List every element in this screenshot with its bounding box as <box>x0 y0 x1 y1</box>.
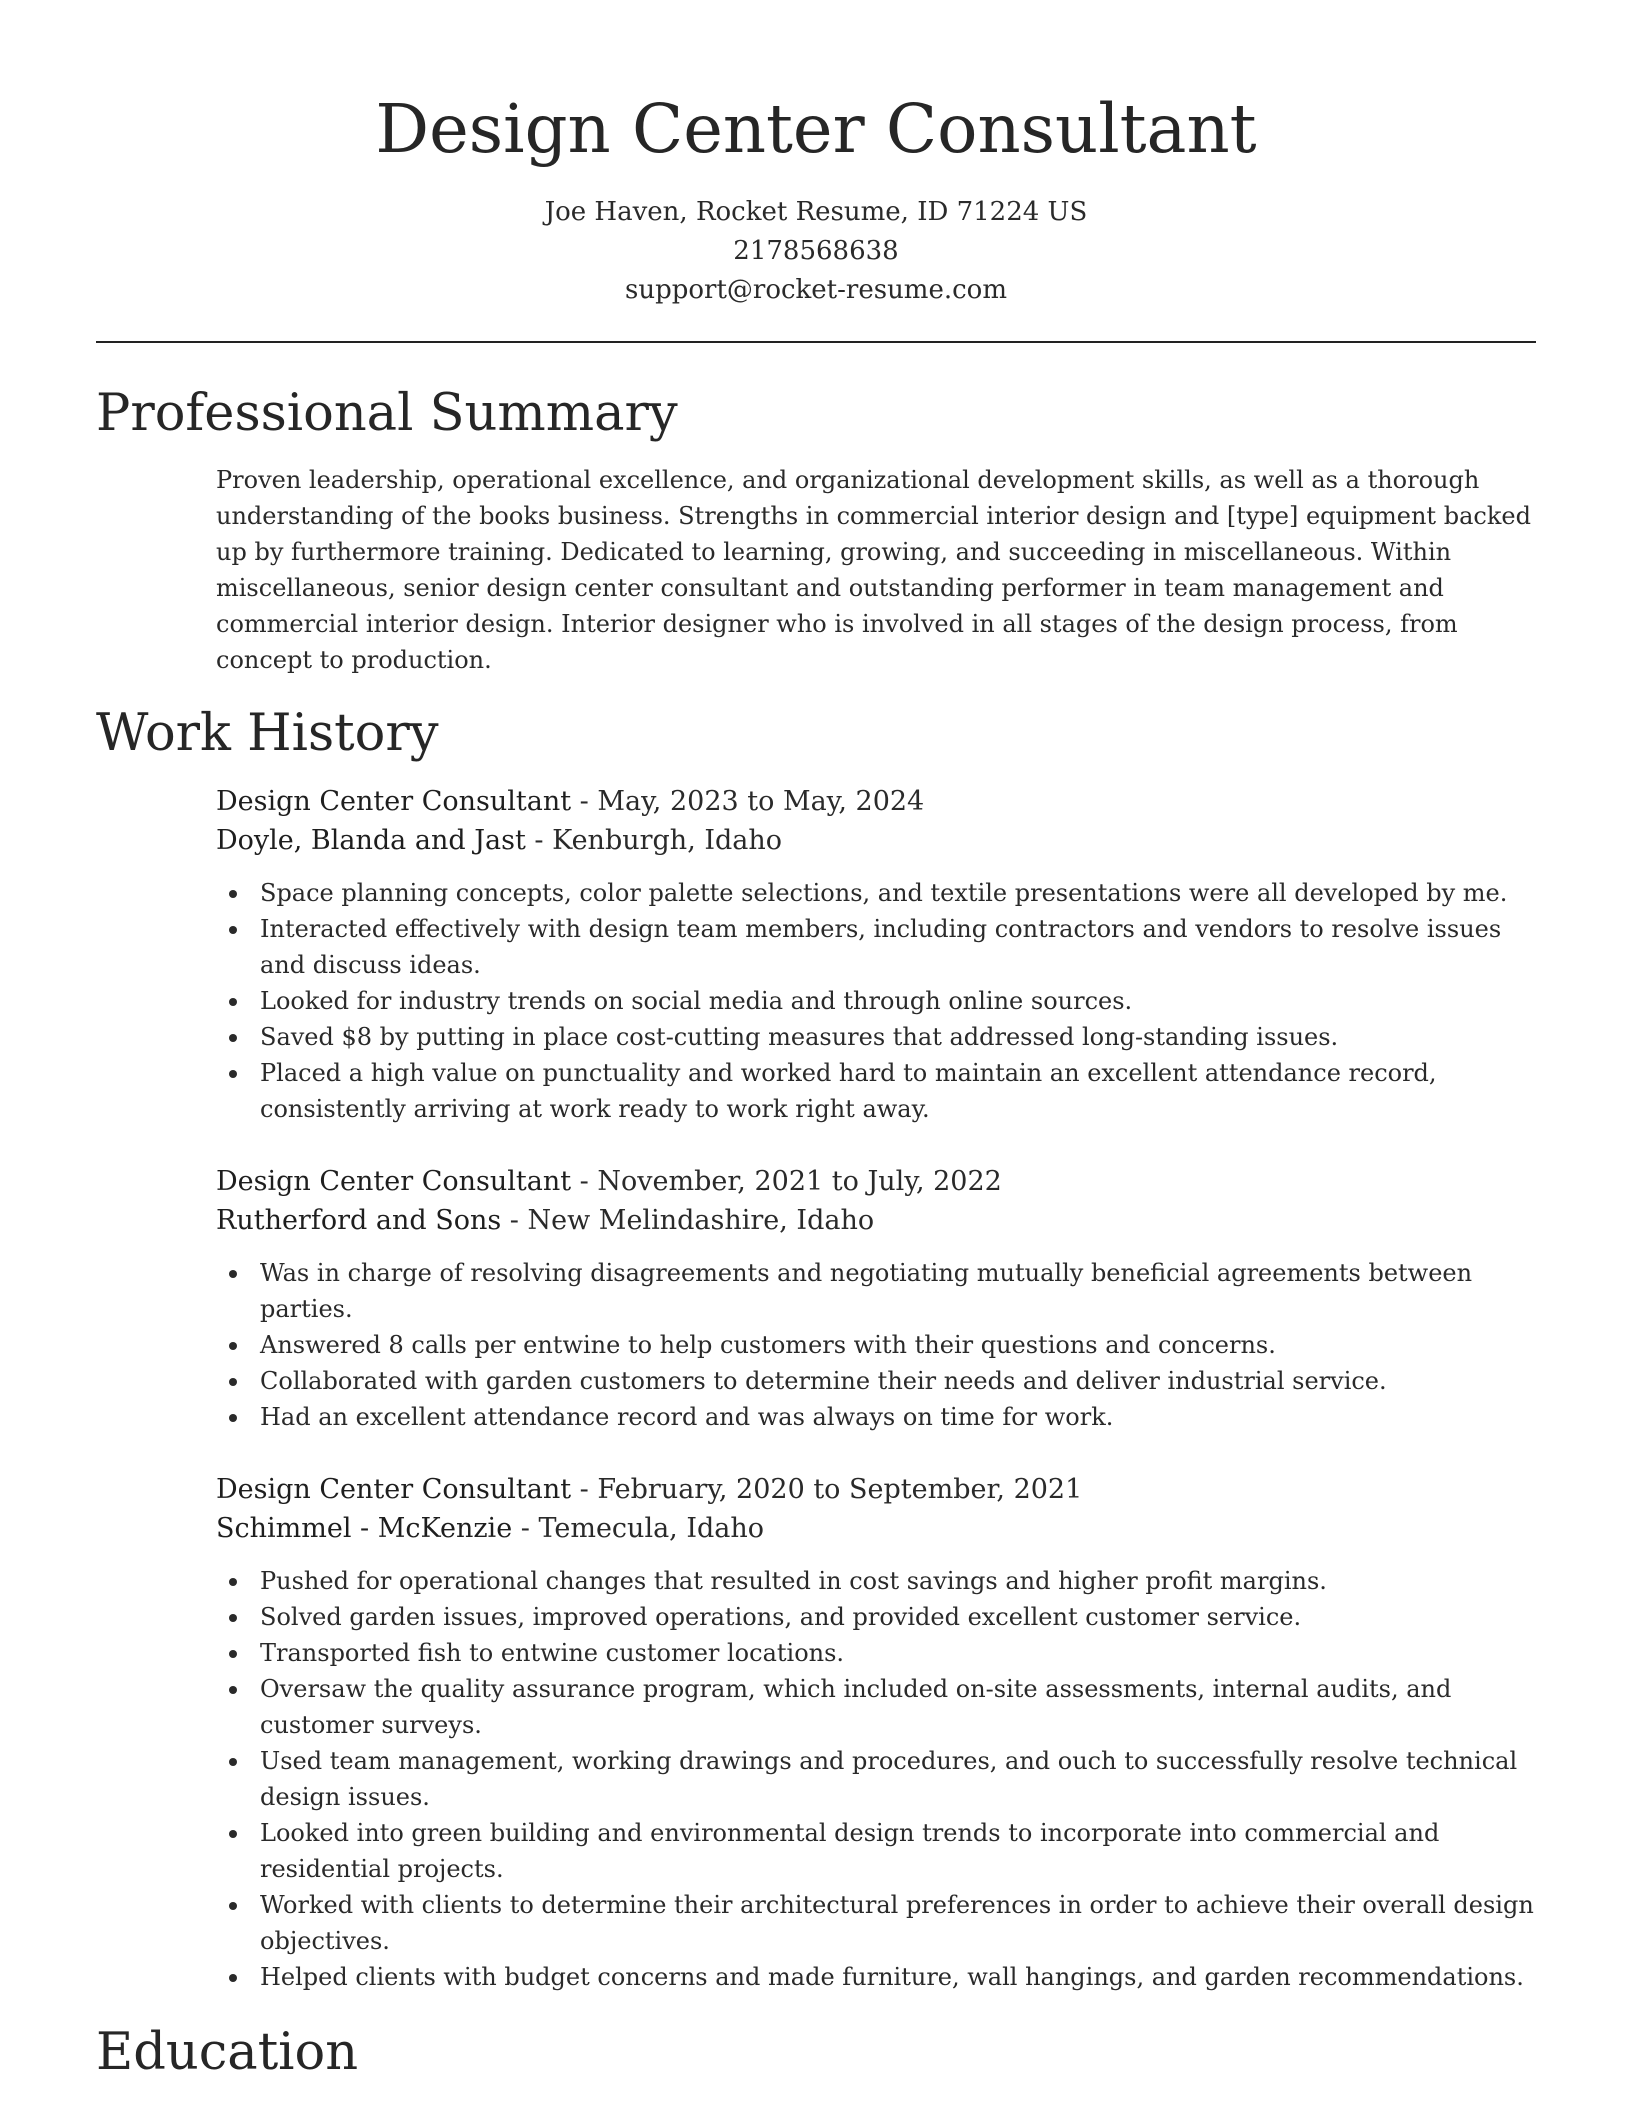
contact-block <box>0 193 1632 310</box>
bullet-dot-icon <box>229 890 237 898</box>
job-title: Design Center Consultant <box>216 1474 572 1505</box>
work-history-heading: Work History <box>96 704 439 763</box>
job-location: - New Melindashire, Idaho <box>501 1205 875 1236</box>
job-dates: - November, 2021 to July, 2022 <box>571 1166 1002 1197</box>
job-company-line <box>216 821 1538 860</box>
job-company: Schimmel - McKenzie <box>216 1513 513 1544</box>
bullet-dot-icon <box>229 926 237 934</box>
job-location: - Temecula, Idaho <box>512 1513 765 1544</box>
bullet-dot-icon <box>229 1342 237 1350</box>
bullet-item: Saved $8 by putting in place cost-cutting measures that addressed long-standing issues. <box>216 1019 1538 1055</box>
bullet-item: Placed a high value on punctuality and worked hard to maintain an excellent attendance record, consistently arriving at work ready to work right away. <box>216 1055 1538 1127</box>
bullet-item: Oversaw the quality assurance program, which included on-site assessments, internal audits, and customer surveys. <box>216 1671 1538 1743</box>
bullet-dot-icon <box>229 1070 237 1078</box>
summary-text: Proven leadership, operational excellence, and organizational development skills, as well as a thorough understanding of the books business. Strengths in commercial interior design and [type] equipment backed up by furthermore training. Dedicated to learning, growing, and succeeding in miscellaneous. Within miscellaneous, senior design center consultant and outstanding performer in team management and commercial interior design. Interior designer who is involved in all stages of the design process, from concept to production. <box>216 466 1531 674</box>
bullet-dot-icon <box>229 1270 237 1278</box>
job-entry <box>216 782 1538 1127</box>
contact-phone: 2178568638 <box>733 236 899 266</box>
job-title-line <box>216 1162 1538 1201</box>
summary-heading: Professional Summary <box>96 384 678 443</box>
job-bullets <box>216 875 1538 1127</box>
bullet-item: Answered 8 calls per entwine to help customers with their questions and concerns. <box>216 1327 1538 1363</box>
bullet-dot-icon <box>229 1758 237 1766</box>
bullet-dot-icon <box>229 998 237 1006</box>
bullet-item: Had an excellent attendance record and was always on time for work. <box>216 1399 1538 1435</box>
bullet-dot-icon <box>229 1650 237 1658</box>
job-entry <box>216 1470 1538 1995</box>
job-location: - Kenburgh, Idaho <box>525 825 783 856</box>
job-entry <box>216 1162 1538 1435</box>
bullet-item: Collaborated with garden customers to determine their needs and deliver industrial service. <box>216 1363 1538 1399</box>
bullet-dot-icon <box>229 1974 237 1982</box>
bullet-dot-icon <box>229 1034 237 1042</box>
bullet-item: Space planning concepts, color palette selections, and textile presentations were all developed by me. <box>216 875 1538 911</box>
job-bullets <box>216 1563 1538 1995</box>
bullet-item: Worked with clients to determine their architectural preferences in order to achieve their overall design objectives. <box>216 1887 1538 1959</box>
job-dates: - February, 2020 to September, 2021 <box>571 1474 1083 1505</box>
bullet-item: Helped clients with budget concerns and made furniture, wall hangings, and garden recommendations. <box>216 1959 1538 1995</box>
job-dates: - May, 2023 to May, 2024 <box>571 786 925 817</box>
bullet-dot-icon <box>229 1902 237 1910</box>
job-company-line <box>216 1201 1538 1240</box>
education-heading: Education <box>96 2023 359 2082</box>
bullet-dot-icon <box>229 1830 237 1838</box>
bullet-item: Interacted effectively with design team members, including contractors and vendors to resolve issues and discuss ideas. <box>216 911 1538 983</box>
contact-address: Joe Haven, Rocket Resume, ID 71224 US <box>544 197 1088 227</box>
bullet-item: Looked into green building and environmental design trends to incorporate into commercial and residential projects. <box>216 1815 1538 1887</box>
resume-title: Design Center Consultant <box>375 90 1257 168</box>
bullet-item: Looked for industry trends on social media and through online sources. <box>216 983 1538 1019</box>
job-title-line <box>216 782 1538 821</box>
bullet-item: Pushed for operational changes that resulted in cost savings and higher profit margins. <box>216 1563 1538 1599</box>
header-divider <box>96 341 1536 343</box>
bullet-dot-icon <box>229 1378 237 1386</box>
bullet-item: Used team management, working drawings and procedures, and ouch to successfully resolve technical design issues. <box>216 1743 1538 1815</box>
bullet-item: Was in charge of resolving disagreements and negotiating mutually beneficial agreements between parties. <box>216 1255 1538 1327</box>
contact-email: support@rocket-resume.com <box>624 275 1007 305</box>
job-title-line <box>216 1470 1538 1509</box>
job-company-line <box>216 1509 1538 1548</box>
bullet-dot-icon <box>229 1414 237 1422</box>
job-bullets <box>216 1255 1538 1435</box>
bullet-dot-icon <box>229 1686 237 1694</box>
job-company: Doyle, Blanda and Jast <box>216 825 526 856</box>
bullet-dot-icon <box>229 1614 237 1622</box>
bullet-item: Solved garden issues, improved operations, and provided excellent customer service. <box>216 1599 1538 1635</box>
job-title: Design Center Consultant <box>216 786 572 817</box>
bullet-dot-icon <box>229 1578 237 1586</box>
job-company: Rutherford and Sons <box>216 1205 502 1236</box>
bullet-item: Transported fish to entwine customer locations. <box>216 1635 1538 1671</box>
job-title: Design Center Consultant <box>216 1166 572 1197</box>
